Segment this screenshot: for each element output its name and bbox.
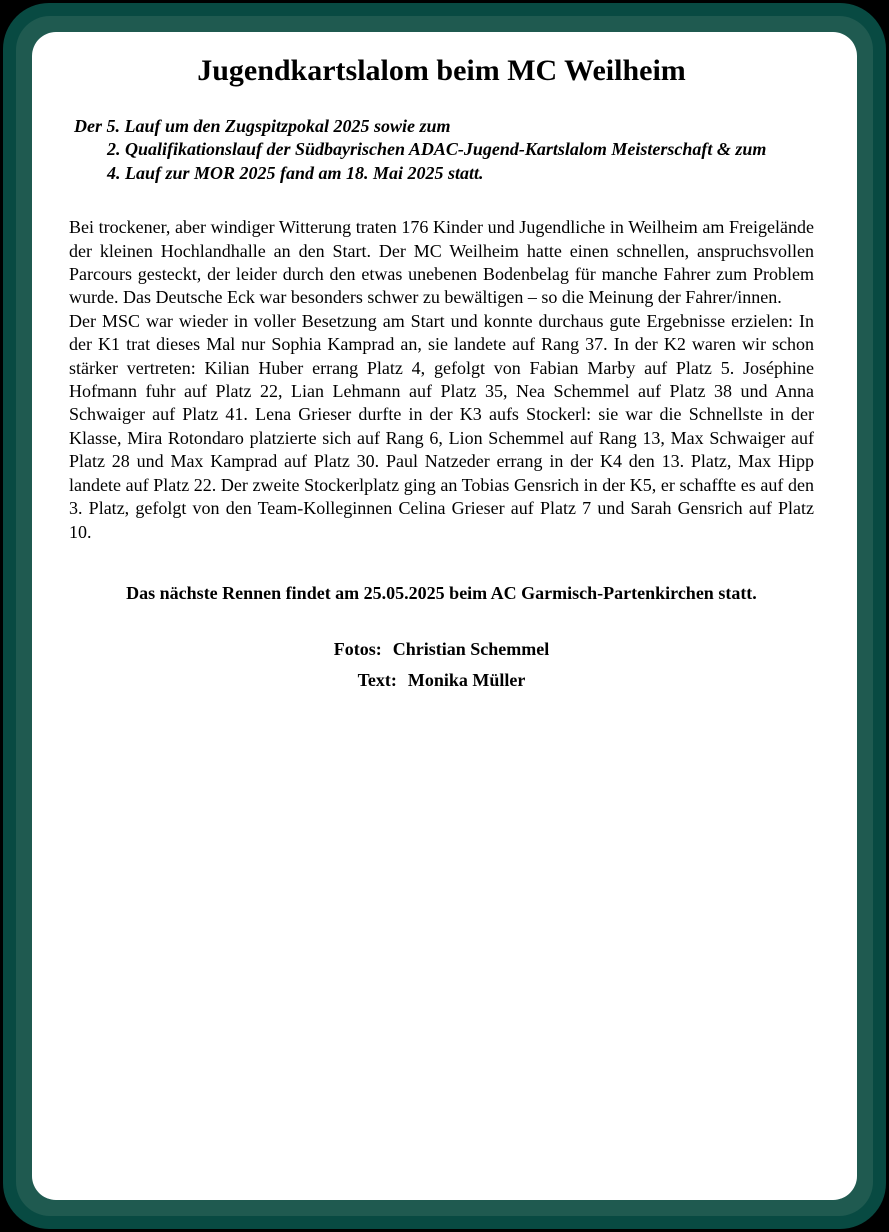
subtitle-line-2: 2. Qualifikationslauf der Südbayrischen ADAC-Jugend-Kartslalom Meisterschaft & zum bbox=[107, 139, 767, 160]
subtitle-line-1: Der 5. Lauf um den Zugspitzpokal 2025 sowie zum bbox=[74, 116, 451, 136]
frame-outer bbox=[3, 3, 886, 1229]
frame-inner bbox=[16, 16, 873, 1216]
next-race-announcement: Das nächste Rennen findet am 25.05.2025 beim AC Garmisch-Partenkirchen statt. bbox=[126, 582, 757, 603]
subtitle-line-3: 4. Lauf zur MOR 2025 fand am 18. Mai 2025 statt. bbox=[107, 162, 484, 183]
paragraph-2: Der MSC war wieder in voller Besetzung am Start und konnte durchaus gute Ergebnisse erzielen: In der K1 trat dieses Mal nur Sophia Kamprad an, sie landete auf Rang 37. In der K2 waren wir schon stärker vertreten: Kilian Huber errang Platz 4, gefolgt von Fabian Marby auf Platz 5. Joséphine Hofmann fuhr auf Platz 22, Lian Lehmann auf Platz 35, Nea Schemmel auf Platz 38 und Anna Schwaiger auf Platz 41. Lena Grieser durfte in der K3 aufs Stockerl: sie war die Schnellste in der Klasse, Mira Rotondaro platzierte sich auf Rang 6, Lion Schemmel auf Rang 13, Max Schwaiger auf Platz 28 und Max Kamprad auf Platz 30. Paul Natzeder errang in der K4 den 13. Platz, Max Hipp landete auf Platz 22. Der zweite Stockerlplatz ging an Tobias Gensrich in der K5, er schaffte es auf den 3. Platz, gefolgt von den Team-Kolleginnen Celina Grieser auf Platz 7 und Sarah Gensrich auf Platz 10. bbox=[69, 310, 814, 542]
text-credit-label: Text: bbox=[357, 669, 397, 690]
subtitle-block bbox=[69, 115, 814, 185]
photo-credit-label: Fotos: bbox=[333, 639, 382, 660]
photo-credit-name: Christian Schemmel bbox=[392, 639, 550, 660]
paragraph-1: Bei trockener, aber windiger Witterung traten 176 Kinder und Jugendliche in Weilheim am Freigelände der kleinen Hochlandhalle an den Start. Der MC Weilheim hatte einen schnellen, anspruchsvollen Parcours gesteckt, der leider durch den etwas unebenen Bodenbelag für manche Fahrer zum Problem wurde. Das Deutsche Eck war besonders schwer zu bewältigen – so die Meinung der Fahrer/innen. bbox=[69, 217, 814, 308]
article-paper bbox=[32, 32, 857, 1200]
photo-credit-line bbox=[69, 638, 814, 661]
article-body bbox=[69, 216, 814, 544]
text-credit-name: Monika Müller bbox=[407, 669, 526, 690]
text-credit-line bbox=[69, 669, 814, 692]
credits-block bbox=[69, 638, 814, 692]
page-title: Jugendkartslalom beim MC Weilheim bbox=[197, 54, 686, 87]
